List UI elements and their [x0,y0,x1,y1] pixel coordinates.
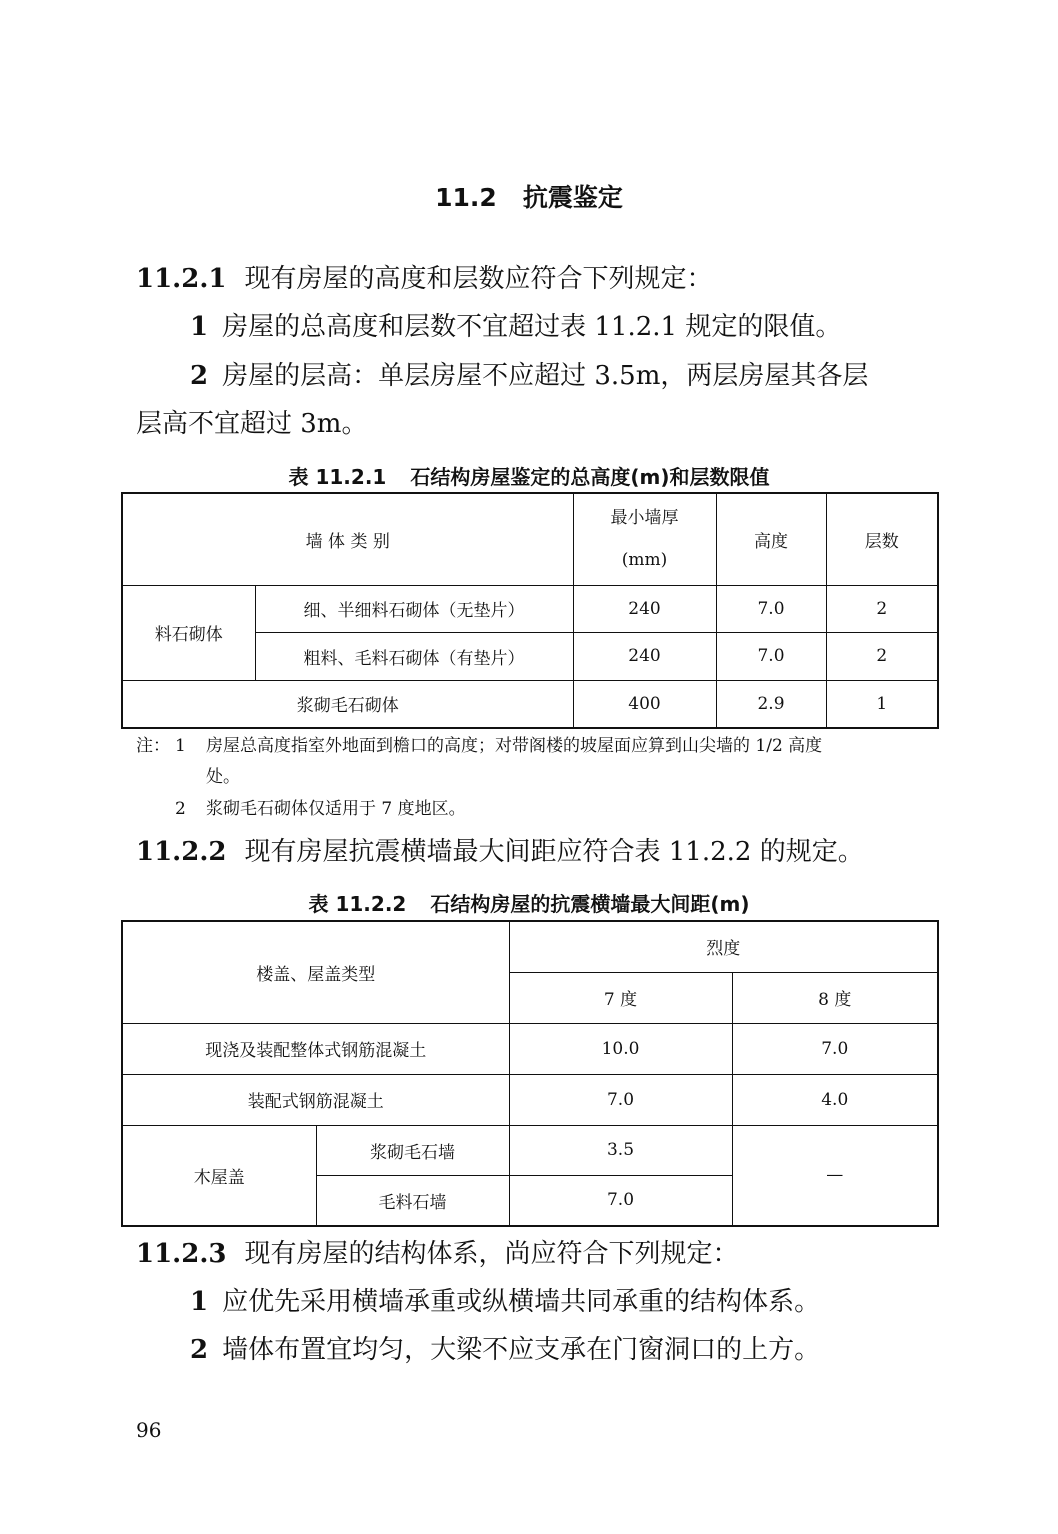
spacing-7-cell: 7.0 [509,1175,732,1226]
header-min-thickness [573,493,716,585]
note-1-text: 房屋总高度指室外地面到檐口的高度；对带阁楼的坡屋面应算到山尖墙的 1/2 高度 [206,736,823,756]
thickness-cell: 240 [573,632,716,680]
wood-roof-label: 木屋盖 [122,1125,316,1226]
height-cell: 7.0 [716,632,826,680]
spacing-7-cell: 10.0 [509,1023,732,1074]
clause-11-2-3 [136,1237,738,1271]
item-text: 房屋的层高：单层房屋不应超过 3.5m，两层房屋其各层 [222,361,869,391]
spacing-8-cell: 4.0 [732,1074,938,1125]
section-title [0,178,1058,214]
table-1-caption [0,461,1058,490]
table-number: 表 11.2.1 [288,465,387,489]
note-2-text: 浆砌毛石砌体仅适用于 7 度地区。 [206,799,466,819]
spacing-7-cell: 3.5 [509,1125,732,1175]
clause-11-2-3-item-1 [190,1285,820,1319]
table-11-2-2 [121,920,939,1227]
table-2-caption [0,888,1058,917]
page-number: 96 [136,1418,162,1442]
header-height: 高度 [716,493,826,585]
clause-number: 11.2.2 [136,837,227,867]
wall-type-cell: 细、半细料石砌体（无垫片） [255,585,573,632]
header-floor-roof-type: 楼盖、屋盖类型 [122,921,509,1023]
thickness-cell: 240 [573,585,716,632]
item-number: 1 [190,1287,209,1317]
floor-type-cell: 装配式钢筋混凝土 [122,1074,509,1125]
height-cell: 7.0 [716,585,826,632]
header-min-thickness-label: 最小墙厚 [610,508,679,529]
item-number: 1 [190,312,209,342]
note-1-text-cont: 处。 [206,767,240,787]
note-1-number: 1 [175,736,186,756]
table-title: 石结构房屋鉴定的总高度(m)和层数限值 [410,465,770,489]
item-text: 应优先采用横墙承重或纵横墙共同承重的结构体系。 [222,1287,821,1317]
item-number: 2 [190,361,209,391]
item-text: 房屋的总高度和层数不宜超过表 11.2.1 规定的限值。 [222,312,842,342]
floors-cell: 1 [826,680,938,728]
header-floors: 层数 [826,493,938,585]
spacing-8-cell: — [732,1125,938,1226]
clause-11-2-1 [136,262,712,296]
spacing-7-cell: 7.0 [509,1074,732,1125]
floors-cell: 2 [826,585,938,632]
clause-11-2-3-item-2 [190,1333,820,1367]
clause-11-2-1-item-2 [190,359,868,393]
note-2-number: 2 [175,799,186,819]
height-cell: 2.9 [716,680,826,728]
table-11-2-1 [121,492,939,729]
clause-11-2-2 [136,835,864,869]
table-note-prefix: 注： [136,736,170,756]
header-wall-type: 墙 体 类 别 [122,493,573,585]
clause-text: 现有房屋的高度和层数应符合下列规定： [244,264,713,294]
section-number: 11.2 [435,183,497,212]
clause-number: 11.2.3 [136,1239,227,1269]
group-label: 料石砌体 [122,585,255,680]
clause-11-2-1-item-1 [190,310,841,344]
table-number: 表 11.2.2 [308,892,407,916]
wood-sub-type-cell: 浆砌毛石墙 [316,1125,509,1175]
item-text: 层高不宜超过 3m。 [136,409,368,439]
header-7-degree: 7 度 [509,972,732,1023]
clause-text: 现有房屋的结构体系，尚应符合下列规定： [244,1239,739,1269]
wall-type-cell: 浆砌毛石砌体 [122,680,573,728]
floors-cell: 2 [826,632,938,680]
wood-sub-type-cell: 毛料石墙 [316,1175,509,1226]
clause-number: 11.2.1 [136,264,227,294]
header-8-degree: 8 度 [732,972,938,1023]
spacing-8-cell: 7.0 [732,1023,938,1074]
clause-text: 现有房屋抗震横墙最大间距应符合表 11.2.2 的规定。 [244,837,864,867]
thickness-cell: 400 [573,680,716,728]
floor-type-cell: 现浇及装配整体式钢筋混凝土 [122,1023,509,1074]
section-title-text: 抗震鉴定 [522,183,623,212]
item-number: 2 [190,1335,209,1365]
clause-11-2-1-item-2-cont [136,407,367,441]
header-intensity: 烈度 [509,921,938,972]
header-min-thickness-unit: (mm) [621,550,668,571]
wall-type-cell: 粗料、毛料石砌体（有垫片） [255,632,573,680]
table-title: 石结构房屋的抗震横墙最大间距(m) [430,892,750,916]
item-text: 墙体布置宜均匀，大梁不应支承在门窗洞口的上方。 [222,1335,821,1365]
